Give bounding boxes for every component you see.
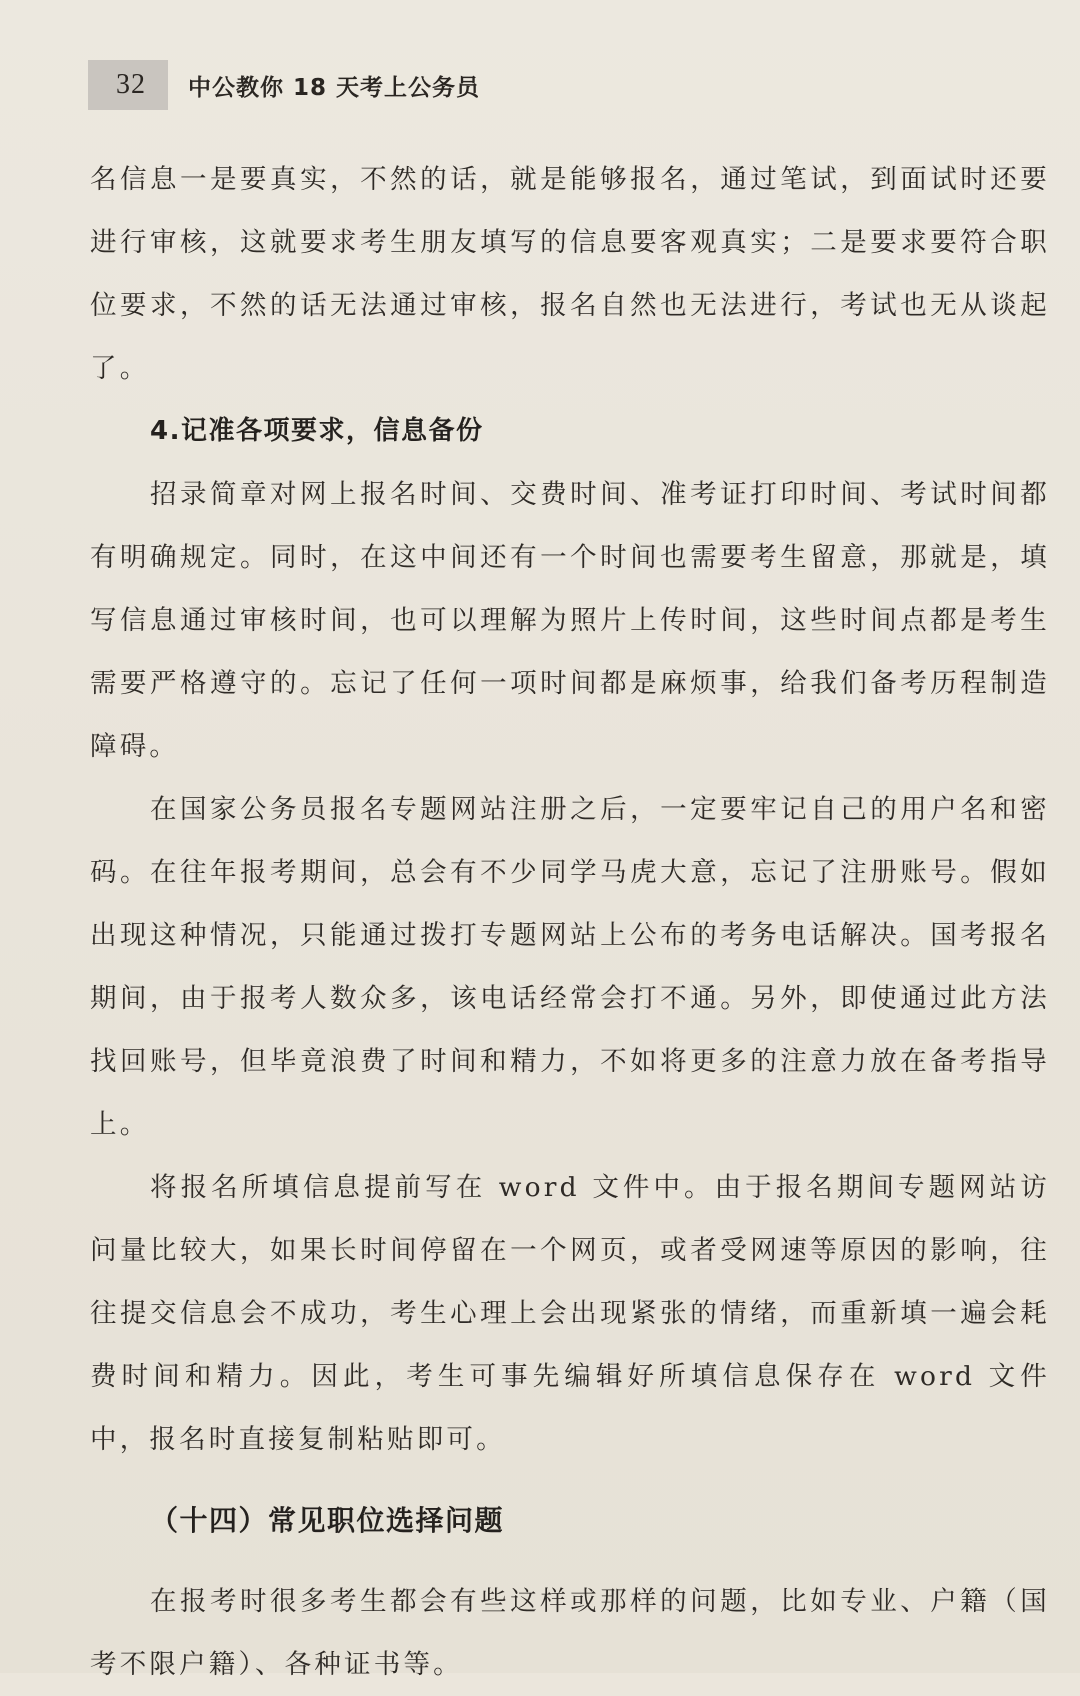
- page-number: 32: [88, 60, 168, 110]
- section-heading-4: 4.记准各项要求，信息备份: [150, 416, 484, 446]
- page-header: [88, 60, 480, 110]
- paragraph-time-requirements: 招录简章对网上报名时间、交费时间、准考证打印时间、考试时间都有明确规定。同时，在这中间还有一个时间也需要考生留意，那就是，填写信息通过审核时间，也可以理解为照片上传时间，这些时间点都是考生需要严格遵守的。忘记了任何一项时间都是麻烦事，给我们备考历程制造障碍。: [90, 479, 1050, 762]
- paragraph-word-backup: 将报名所填信息提前写在 word 文件中。由于报名期间专题网站访问量比较大，如果长时间停留在一个网页，或者受网速等原因的影响，往往提交信息会不成功，考生心理上会出现紧张的情绪，而重新填一遍会耗费时间和精力。因此，考生可事先编辑好所填信息保存在 word 文件中，报名时直接复制粘贴即可。: [90, 1172, 1050, 1455]
- paragraph-account-password: 在国家公务员报名专题网站注册之后，一定要牢记自己的用户名和密码。在往年报考期间，总会有不少同学马虎大意，忘记了注册账号。假如出现这种情况，只能通过拨打专题网站上公布的考务电话解决。国考报名期间，由于报考人数众多，该电话经常会打不通。另外，即使通过此方法找回账号，但毕竟浪费了时间和精力，不如将更多的注意力放在备考指导上。: [90, 794, 1050, 1140]
- running-title: 中公教你 18 天考上公务员: [188, 74, 481, 101]
- page-body: [90, 148, 1050, 1696]
- section-heading-14: （十四）常见职位选择问题: [150, 1504, 505, 1537]
- paragraph-continued: 名信息一是要真实，不然的话，就是能够报名，通过笔试，到面试时还要进行审核，这就要求考生朋友填写的信息要客观真实；二是要求要符合职位要求，不然的话无法通过审核，报名自然也无法进行，考试也无从谈起了。: [90, 164, 1050, 384]
- paragraph-common-questions: 在报考时很多考生都会有些这样或那样的问题，比如专业、户籍（国考不限户籍）、各种证书等。: [90, 1586, 1050, 1680]
